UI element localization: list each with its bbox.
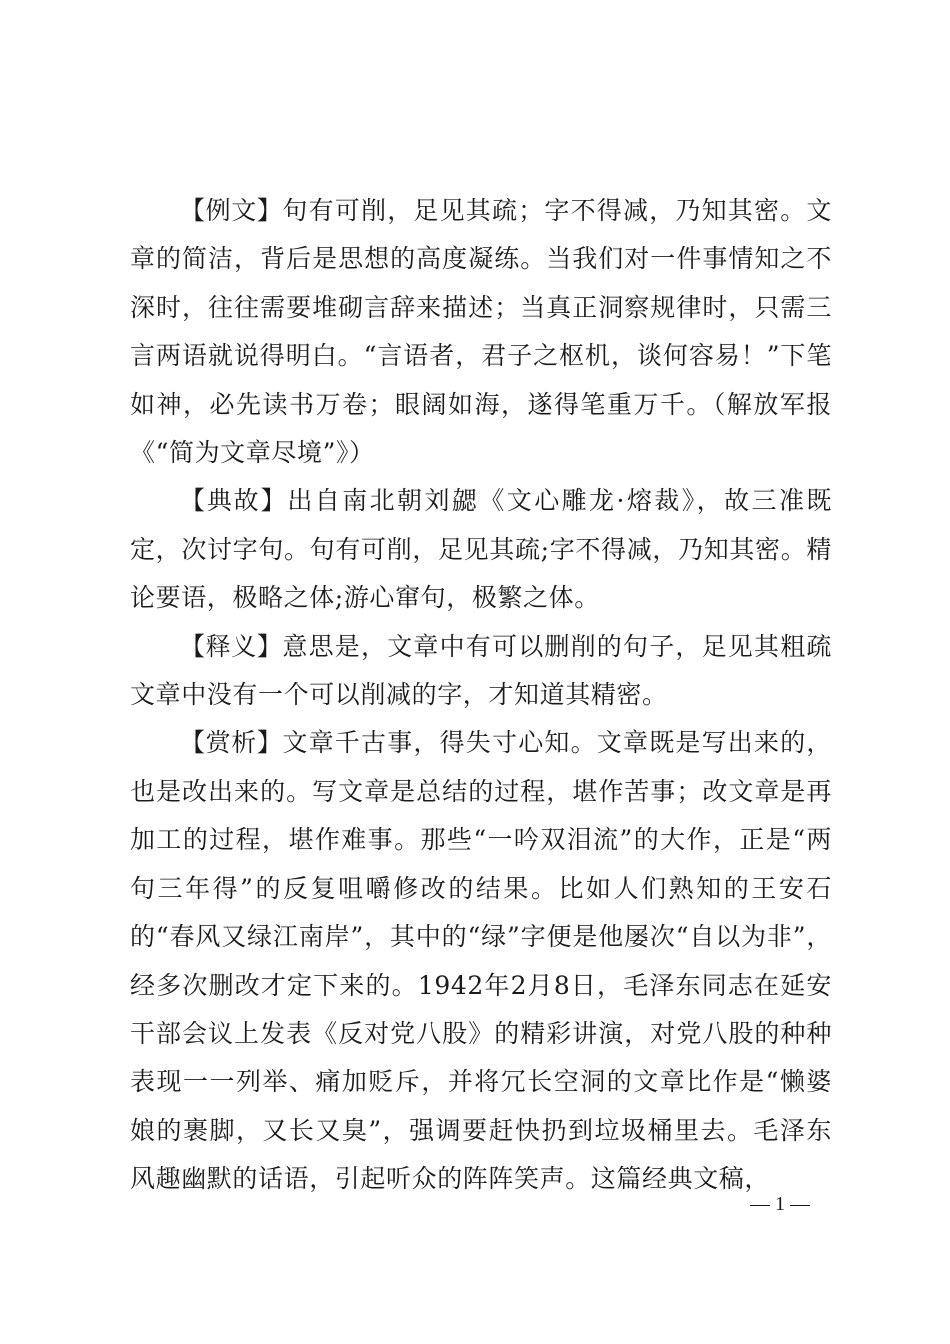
paragraph-appreciation — [130, 719, 832, 1203]
paragraph-label: 【释义】 — [180, 631, 283, 661]
paragraph-label: 【例文】 — [180, 196, 283, 225]
paragraph-text: 文章千古事，得失寸心知。文章既是写出来的，也是改出来的。写文章是总结的过程，堪作苦事；改文章是再加工的过程，堪作难事。那些“一吟双泪流”的大作，正是“两句三年得”的反复咀嚼修改的结果。比如人们熟知的王安石的“春风又绿江南岸”，其中的“绿”字便是他屡次“自以为非”，经多次删改才定下来的。1942年2月8日，毛泽东同志在延安干部会议上发表《反对党八股》的精彩讲演，对党八股的种种表现一一列举、痛加贬斥，并将冗长空洞的文章比作是“懒婆娘的裹脚，又长又臭”，强调要赶快扔到垃圾桶里去。毛泽东风趣幽默的话语，引起听众的阵阵笑声。这篇经典文稿， — [130, 728, 832, 1194]
paragraph-allusion — [130, 477, 832, 622]
paragraph-label: 【赏析】 — [180, 728, 283, 758]
paragraph-text: 句有可削，足见其疏；字不得减，乃知其密。文章的简洁，背后是思想的高度凝练。当我们对一件事情知之不深时，往往需要堆砌言辞来描述；当真正洞察规律时，只需三言两语就说得明白。“言语者，君子之枢机，谈何容易！”下笔如神，必先读书万卷；眼阔如海，遂得笔重万千。（解放军报《“简为文章尽境”》） — [130, 196, 832, 468]
paragraph-text: 意思是，文章中有可以删削的句子，足见其粗疏文章中没有一个可以削减的字，才知道其精密。 — [130, 631, 832, 710]
paragraph-meaning — [130, 623, 832, 720]
paragraph-label: 【典故】 — [180, 486, 288, 516]
page-number: — 1 — — [750, 1193, 810, 1215]
body-text — [130, 187, 832, 1204]
paragraph-text: 出自南北朝刘勰《文心雕龙·熔裁》，故三准既定，次讨字句。句有可削，足见其疏;字不得减，乃知其密。精论要语，极略之体;游心窜句，极繁之体。 — [130, 486, 832, 613]
paragraph-example — [130, 187, 832, 477]
